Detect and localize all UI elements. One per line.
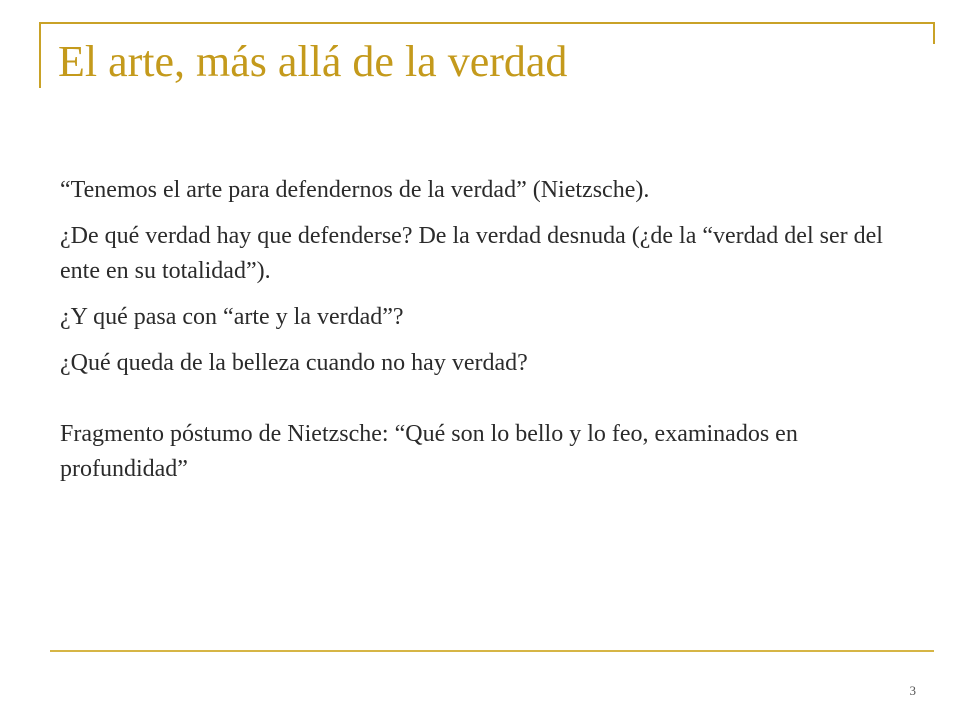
body-paragraph-question-beauty: ¿Qué queda de la belleza cuando no hay verdad? — [60, 350, 528, 376]
footer-divider — [50, 650, 934, 652]
title-frame-left-line — [39, 22, 41, 88]
title-frame-right-line — [933, 22, 935, 44]
body-paragraph-question-art: ¿Y qué pasa con “arte y la verdad”? — [60, 304, 404, 330]
body-paragraph-question-truth: ¿De qué verdad hay que defenderse? De la verdad desnuda (¿de la “verdad del ser del ente en su totalidad”). — [60, 223, 883, 284]
page-number: 3 — [909, 683, 916, 698]
body-paragraph-quote: “Tenemos el arte para defendernos de la verdad” (Nietzsche). — [60, 177, 650, 203]
slide-title: El arte, más allá de la verdad — [58, 37, 568, 86]
slide-body — [60, 173, 920, 498]
body-paragraph-fragment: Fragmento póstumo de Nietzsche: “Qué son lo bello y lo feo, examinados en profundidad” — [60, 421, 798, 482]
title-frame-top-line — [39, 22, 935, 24]
